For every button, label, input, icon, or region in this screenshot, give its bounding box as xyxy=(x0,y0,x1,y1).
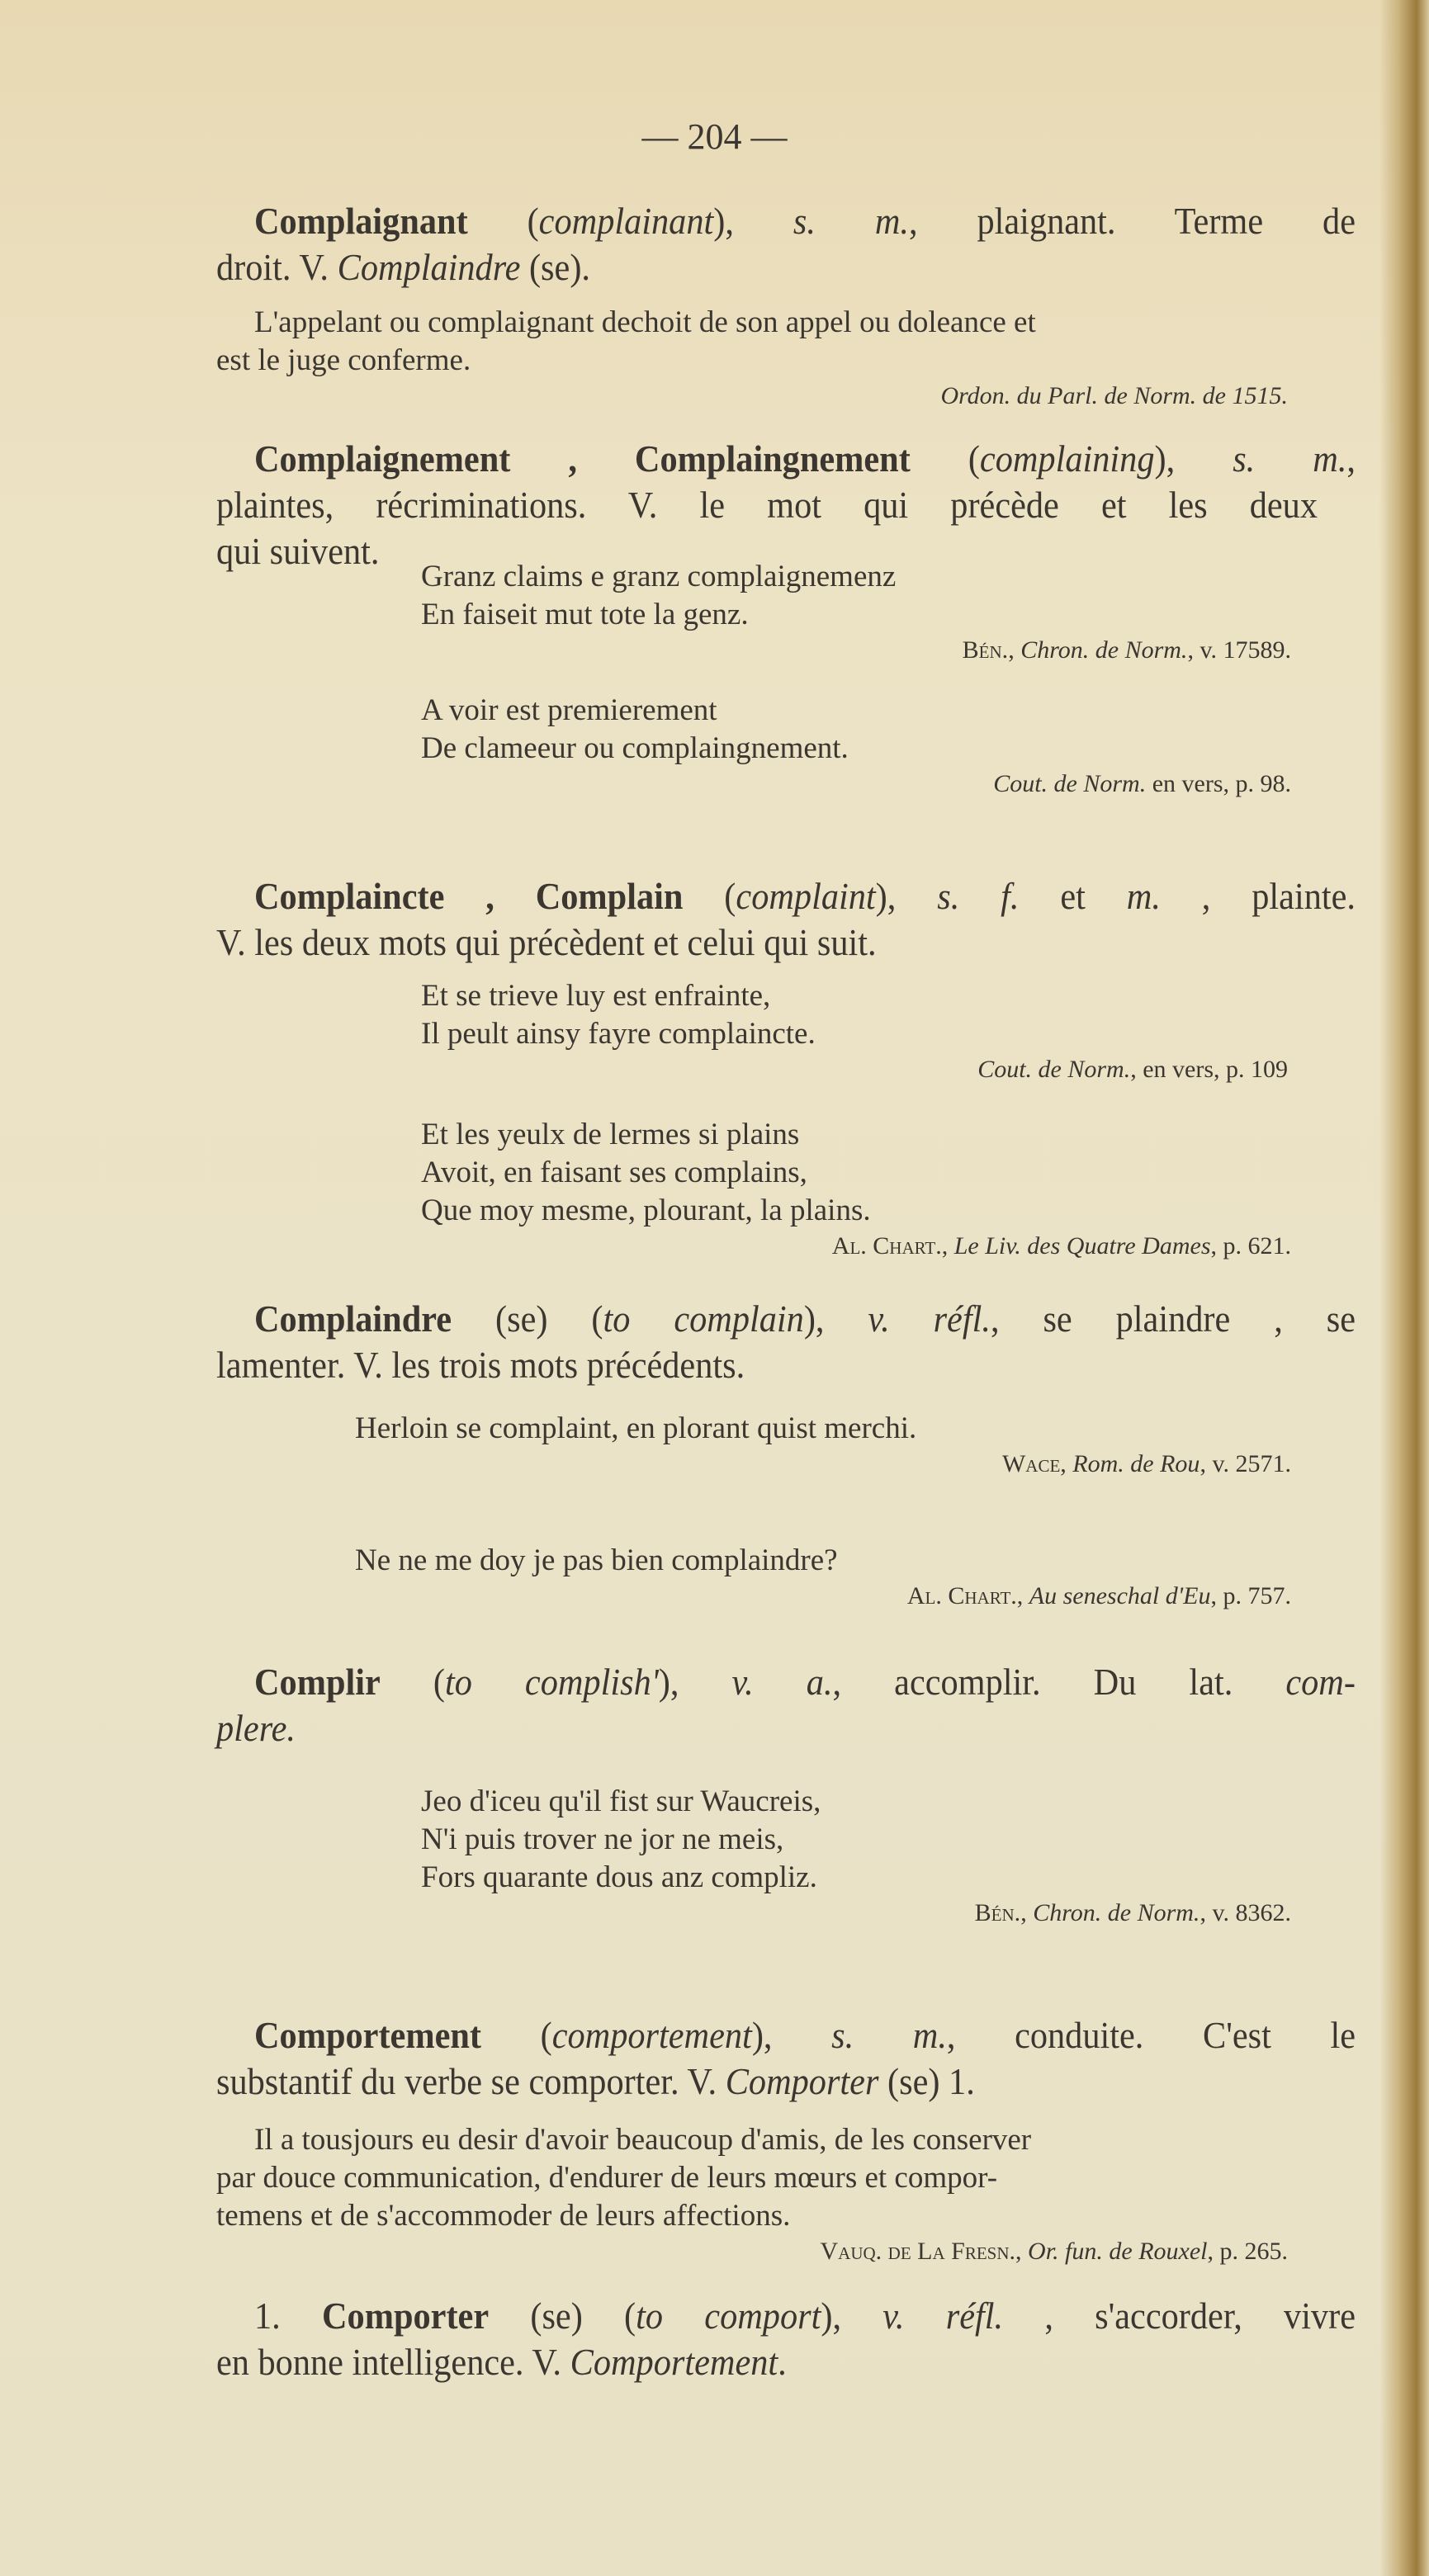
headword: Complir xyxy=(254,1661,381,1703)
text: ( xyxy=(481,2014,552,2056)
entry-line xyxy=(216,244,1229,291)
text: et xyxy=(1019,875,1127,917)
latin-word: com- xyxy=(1285,1661,1356,1703)
headword: Complaignant xyxy=(254,200,468,242)
entry-line xyxy=(216,873,1356,919)
grammar: v. a. xyxy=(731,1661,833,1703)
entry-line: V. les deux mots qui précèdent et celui qui suit. xyxy=(216,921,877,963)
grammar: v. réfl. xyxy=(868,1297,991,1340)
quote-line: est le juge conferme. xyxy=(216,343,471,377)
text: ), xyxy=(1154,437,1233,480)
grammar: s. f. xyxy=(937,875,1020,917)
entry-complir xyxy=(216,1659,1356,1751)
verse-quote xyxy=(421,558,1321,667)
etymology: comportement xyxy=(551,2014,752,2056)
work-title: Cout. de Norm. xyxy=(977,1056,1131,1083)
etymology: to complish' xyxy=(444,1661,659,1703)
sense-number: 1. xyxy=(254,2295,322,2337)
text: , xyxy=(1016,1582,1029,1609)
text: (se) ( xyxy=(489,2295,636,2337)
entry-line xyxy=(216,1296,1356,1342)
citation xyxy=(216,304,1318,413)
work-title: Chron. de Norm. xyxy=(1033,1899,1200,1926)
text: . xyxy=(778,2341,787,2383)
text: , xyxy=(1060,1450,1073,1477)
attribution xyxy=(216,2235,1318,2268)
entry-line: plere. xyxy=(216,1707,296,1749)
work-title: Chron. de Norm. xyxy=(1020,636,1188,664)
entry-complaignant xyxy=(216,198,1356,291)
entry-line xyxy=(216,2339,1229,2385)
verse-line: Et les yeulx de lermes si plains xyxy=(421,1118,800,1151)
verse-line: Fors quarante dous anz compliz. xyxy=(421,1860,817,1894)
entry-line xyxy=(216,2293,1356,2339)
work-title: Le Liv. des Quatre Dames xyxy=(953,1232,1211,1260)
quote-line: par douce communication, d'endurer de leurs mœurs et compor- xyxy=(216,2161,998,2195)
text: ( xyxy=(467,200,539,242)
grammar: s. m. xyxy=(831,2014,947,2056)
work-title: Cout. de Norm. xyxy=(993,770,1147,797)
entry-line: qui suivent. xyxy=(216,530,380,572)
cross-reference: Complaindre xyxy=(337,246,521,288)
verse-quote xyxy=(421,692,1321,801)
definition: , plaignant. Terme de xyxy=(908,200,1356,242)
entry-comportement xyxy=(216,2012,1356,2105)
definition: , accomplir. Du lat. xyxy=(832,1661,1286,1703)
text: ), xyxy=(821,2295,883,2337)
text: en vers, p. 98. xyxy=(1146,770,1291,797)
verse-line: Que moy mesme, plourant, la plains. xyxy=(421,1193,871,1227)
text: , v. 2571. xyxy=(1200,1450,1291,1477)
text: , xyxy=(1020,1899,1034,1926)
work-title: Rom. de Rou xyxy=(1072,1450,1200,1477)
definition: , plainte. xyxy=(1160,875,1356,917)
entry-complaincte xyxy=(216,873,1356,966)
page-binding-edge xyxy=(1379,0,1429,2576)
entry-complaindre xyxy=(216,1296,1356,1388)
verse-quote xyxy=(421,977,1321,1086)
text: droit. V. xyxy=(216,246,338,288)
text: , p. 757. xyxy=(1210,1582,1291,1609)
text: , xyxy=(1346,437,1356,480)
text: , xyxy=(1008,636,1021,664)
text: , en vers, p. 109 xyxy=(1130,1056,1288,1083)
text: , v. 17589. xyxy=(1187,636,1291,664)
etymology: to complain xyxy=(603,1297,804,1340)
definition: , se plaindre , se xyxy=(990,1297,1356,1340)
definition: , s'accorder, vivre xyxy=(1003,2295,1356,2337)
entry-complaignement xyxy=(216,436,1356,574)
author: Al. Chart. xyxy=(906,1582,1017,1609)
entry-line xyxy=(216,1659,1356,1705)
text: (se). xyxy=(520,246,590,288)
etymology: complaining xyxy=(979,437,1155,480)
cross-reference: Comportement xyxy=(570,2341,778,2383)
verse-line: N'i puis trover ne jor ne meis, xyxy=(421,1822,784,1856)
verse-line: A voir est premierement xyxy=(421,693,717,727)
headword: Complaignement , Complaingnement xyxy=(254,437,911,480)
cross-reference: Comporter xyxy=(725,2060,879,2102)
page-number: — 204 — xyxy=(641,116,788,157)
text: , p. 621. xyxy=(1210,1232,1291,1260)
etymology: complaint xyxy=(736,875,876,917)
text: , v. 8362. xyxy=(1200,1899,1291,1926)
attribution xyxy=(421,1230,1321,1263)
attribution xyxy=(421,768,1321,801)
text: substantif du verbe se comporter. V. xyxy=(216,2060,726,2102)
author: Bén. xyxy=(962,636,1009,664)
text: (se) 1. xyxy=(878,2060,975,2102)
entry-line xyxy=(216,436,1356,482)
text: en bonne intelligence. V. xyxy=(216,2341,570,2383)
verse-quote xyxy=(421,1783,1321,1930)
work-title: Au seneschal d'Eu xyxy=(1029,1582,1211,1609)
entry-line xyxy=(216,2058,1229,2105)
verse-line: En faiseit mut tote la genz. xyxy=(421,598,749,631)
text: (se) ( xyxy=(452,1297,603,1340)
text: ), xyxy=(713,200,793,242)
entry-line: plaintes, récriminations. V. le mot qui précède et les deux xyxy=(216,484,1318,526)
author: Bén. xyxy=(974,1899,1021,1926)
verse-quote xyxy=(421,1116,1321,1263)
headword: Comportement xyxy=(254,2014,482,2056)
attribution xyxy=(421,1053,1321,1086)
verse-line: Il peult ainsy fayre complaincte. xyxy=(421,1017,816,1051)
text: ( xyxy=(910,437,980,480)
author: Al. Chart. xyxy=(831,1232,942,1260)
headword: Complaindre xyxy=(254,1297,452,1340)
entry-line: lamenter. V. les trois mots précédents. xyxy=(216,1344,745,1386)
verse-line: Et se trieve luy est enfrainte, xyxy=(421,979,771,1013)
entry-line xyxy=(216,2012,1356,2058)
text: , xyxy=(1015,2238,1029,2265)
text: ( xyxy=(683,875,736,917)
text: ), xyxy=(803,1297,868,1340)
author: Vauq. de La Fresn. xyxy=(820,2238,1016,2265)
attribution xyxy=(355,1580,1321,1613)
text: ), xyxy=(875,875,938,917)
entry-comporter xyxy=(216,2293,1356,2385)
verse-quote xyxy=(355,1410,1321,1481)
verse-line: De clameeur ou complaingnement. xyxy=(421,731,849,765)
grammar: v. réfl. xyxy=(882,2295,1004,2337)
verse-line: Jeo d'iceu qu'il fist sur Waucreis, xyxy=(421,1784,821,1818)
headword: Comporter xyxy=(321,2295,490,2337)
grammar: m. xyxy=(1126,875,1161,917)
citation xyxy=(216,2121,1318,2268)
attribution xyxy=(421,634,1321,667)
attribution: Ordon. du Parl. de Norm. de 1515. xyxy=(940,382,1288,409)
definition: , conduite. C'est le xyxy=(946,2014,1356,2056)
etymology: complainant xyxy=(538,200,714,242)
entry-line xyxy=(216,198,1356,244)
verse-line: Ne ne me doy je pas bien complaindre? xyxy=(355,1543,838,1577)
headword: Complaincte , Complain xyxy=(254,875,684,917)
verse-quote xyxy=(355,1542,1321,1613)
text: ), xyxy=(658,1661,732,1703)
attribution xyxy=(355,1448,1321,1481)
quote-line: Il a tousjours eu desir d'avoir beaucoup d'amis, de les conserver xyxy=(254,2123,1032,2157)
verse-line: Granz claims e granz complaignemenz xyxy=(421,560,897,593)
etymology: to comport xyxy=(636,2295,821,2337)
attribution xyxy=(421,1897,1321,1930)
text: ), xyxy=(751,2014,832,2056)
work-title: Or. fun. de Rouxel xyxy=(1028,2238,1208,2265)
grammar: s. m. xyxy=(793,200,909,242)
text: , p. 265. xyxy=(1207,2238,1288,2265)
author: Wace xyxy=(1001,1450,1061,1477)
text: , xyxy=(941,1232,954,1260)
quote-line: L'appelant ou complaignant dechoit de son appel ou doleance et xyxy=(254,305,1036,339)
quote-line: temens et de s'accommoder de leurs affections. xyxy=(216,2199,791,2233)
verse-line: Herloin se complaint, en plorant quist merchi. xyxy=(355,1411,917,1445)
grammar: s. m. xyxy=(1233,437,1347,480)
verse-line: Avoit, en faisant ses complains, xyxy=(421,1156,807,1189)
text: ( xyxy=(380,1661,445,1703)
